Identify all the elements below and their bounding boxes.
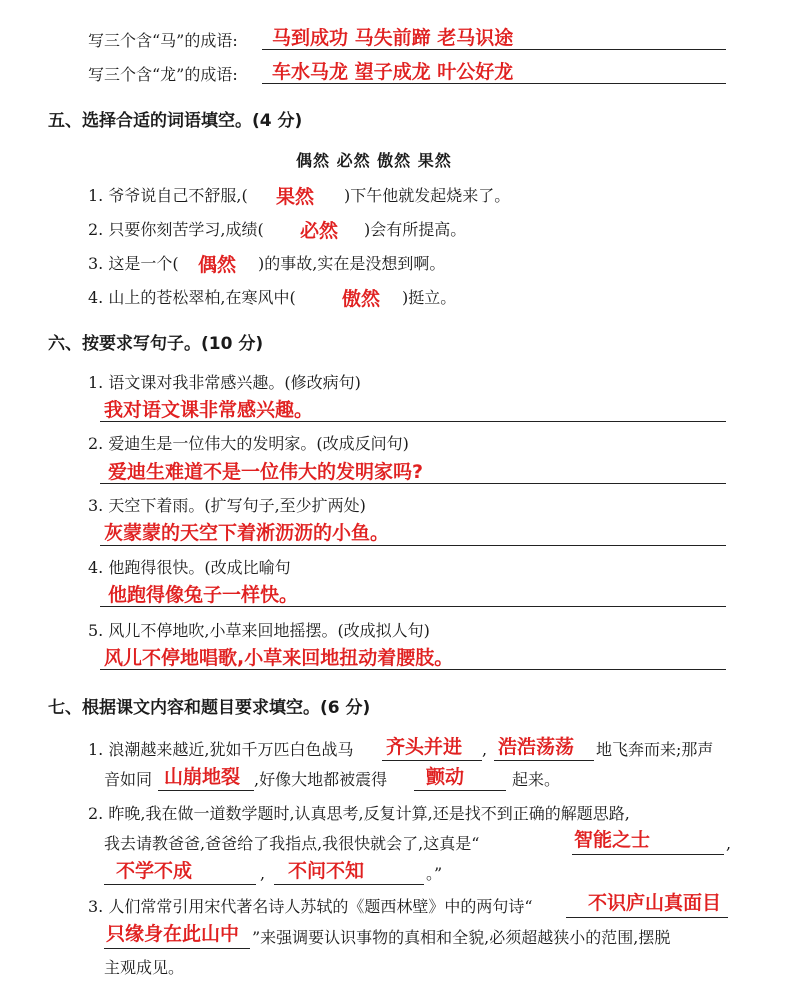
s6-a2: 爱迪生难道不是一位伟大的发明家吗? [108,461,424,483]
s5-q3-answer: 偶然 [198,254,237,276]
s7-q2-blank2: 不学不成 [116,860,193,882]
s6-q1: 1. 语文课对我非常感兴趣。(修改病句) [88,373,361,392]
s7-q2-end: 。” [426,864,443,883]
s7-q3-blank1: 不识庐山真面目 [588,892,722,914]
s7-q1-part1: 1. 浪潮越来越近,犹如千万匹白色战马 [88,740,354,759]
s7-q3-part3: 主观成见。 [104,958,185,977]
s5-q1-before: 1. 爷爷说自己不舒服,( [88,186,248,205]
s7-q2-line2: 我去请教爸爸,爸爸给了我指点,我很快就会了,这真是“ [104,834,480,853]
s7-q3-blank1-line [566,917,728,918]
dragon-idiom-prompt: 写三个含“龙”的成语: [88,65,238,84]
s7-q1-blank3: 山崩地裂 [164,766,241,788]
s7-q3-blank2: 只缘身在此山中 [106,923,240,945]
s7-q1-comma: , [482,740,488,759]
s5-q2-before: 2. 只要你刻苦学习,成绩( [88,220,264,239]
s6-q3: 3. 天空下着雨。(扩写句子,至少扩两处) [88,496,366,515]
dragon-idiom-answer: 车水马龙 望子成龙 叶公好龙 [272,61,514,83]
s7-q1-blank2: 浩浩荡荡 [498,736,575,758]
s7-q1-blank4: 颤动 [426,766,465,788]
s7-q2-blank1: 智能之士 [574,829,651,851]
section7-heading: 七、根据课文内容和题目要求填空。(6 分) [48,698,371,718]
word-bank: 偶然 必然 傲然 果然 [296,151,452,170]
s5-q4-after: )挺立。 [402,288,457,307]
s6-a3: 灰蒙蒙的天空下着淅沥沥的小鱼。 [104,522,390,544]
s7-q2-blank3-line [274,884,424,885]
s7-q2-blank3: 不问不知 [288,860,365,882]
s6-q2: 2. 爱迪生是一位伟大的发明家。(改成反问句) [88,434,409,453]
s5-q1-after: )下午他就发起烧来了。 [344,186,511,205]
s7-q1-part5: 起来。 [512,770,561,789]
s7-q1-blank4-line [414,790,506,791]
horse-idiom-prompt: 写三个含“马”的成语: [88,31,238,50]
s7-q2-comma2: , [260,864,266,883]
s7-q2-line1: 2. 昨晚,我在做一道数学题时,认真思考,反复计算,还是找不到正确的解题思路, [88,804,630,823]
s6-q4: 4. 他跑得很快。(改成比喻句 [88,558,291,577]
s6-a1: 我对语文课非常感兴趣。 [104,399,314,421]
section6-heading: 六、按要求写句子。(10 分) [48,334,264,354]
s7-q1-blank1-line [382,760,482,761]
s7-q1-blank2-line [494,760,594,761]
s7-q1-blank1: 齐头并进 [386,736,463,758]
s7-q3-part1: 3. 人们常常引用宋代著名诗人苏轼的《题西林壁》中的两句诗“ [88,897,533,916]
s5-q1-answer: 果然 [276,186,315,208]
s5-q3-after: )的事故,实在是没想到啊。 [258,254,446,273]
s7-q1-blank3-line [158,790,254,791]
s7-q2-blank2-line [104,884,256,885]
s5-q4-answer: 傲然 [342,288,381,310]
s6-a3-line [100,545,726,546]
s6-a5: 风儿不停地唱歌,小草来回地扭动着腰肢。 [104,647,454,669]
s7-q2-comma1: , [726,834,732,853]
horse-idiom-answer: 马到成功 马失前蹄 老马识途 [272,27,514,49]
s7-q3-part2: ”来强调要认识事物的真相和全貌,必须超越狭小的范围,摆脱 [252,928,671,947]
s7-q2-blank1-line [572,854,724,855]
s7-q1-part3: 音如同 [104,770,153,789]
s7-q3-blank2-line [104,948,250,949]
s5-q2-answer: 必然 [300,220,339,242]
s5-q3-before: 3. 这是一个( [88,254,179,273]
s7-q1-part2: 地飞奔而来;那声 [596,740,714,759]
s6-a4: 他跑得像兔子一样快。 [108,584,299,606]
s7-q1-part4: ,好像大地都被震得 [254,770,388,789]
s5-q4-before: 4. 山上的苍松翠柏,在寒风中( [88,288,296,307]
s6-q5: 5. 风儿不停地吹,小草来回地摇摆。(改成拟人句) [88,621,430,640]
section5-heading: 五、选择合适的词语填空。(4 分) [48,111,303,131]
s5-q2-after: )会有所提高。 [364,220,467,239]
